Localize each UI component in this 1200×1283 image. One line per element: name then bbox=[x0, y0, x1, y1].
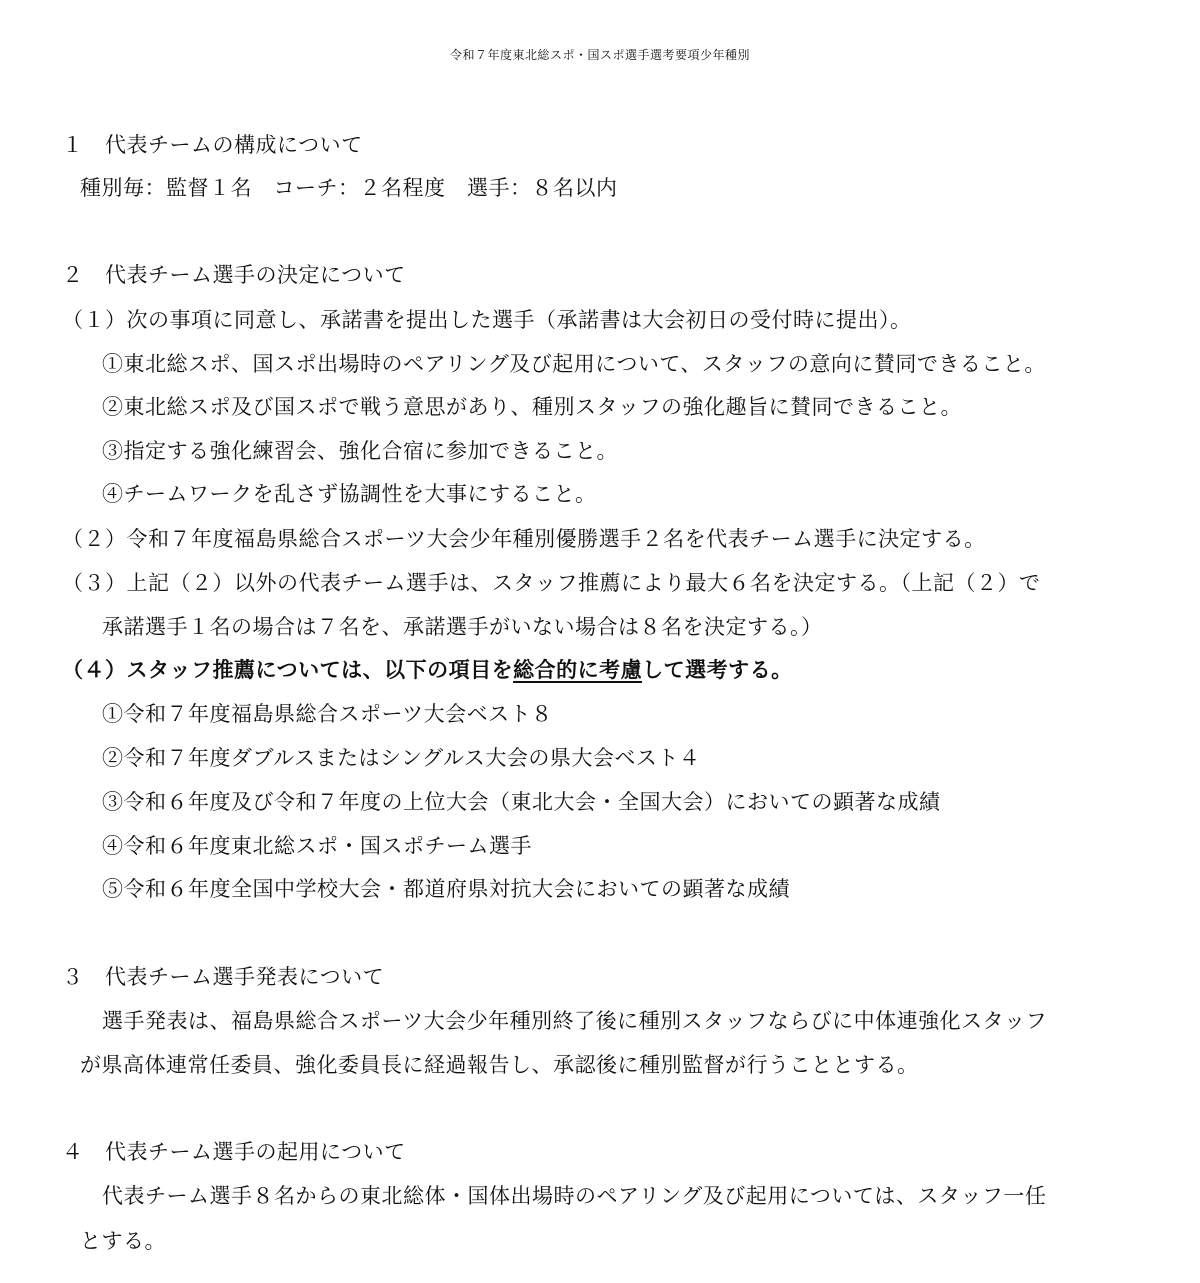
section-2-item-4-sub-3: ③令和６年度及び令和７年度の上位大会（東北大会・全国大会）においての顕著な成績 bbox=[102, 790, 941, 814]
section-4-heading: ４ 代表チーム選手の起用について bbox=[62, 1140, 406, 1164]
document-title: 令和７年度東北総スポ・国スポ選手選考要項少年種別 bbox=[449, 48, 750, 62]
section-4-body-line-1: 代表チーム選手８名からの東北総体・国体出場時のペアリング及び起用については、スタッフ一任 bbox=[102, 1184, 1047, 1208]
section-2-item-1-sub-2: ②東北総スポ及び国スポで戦う意思があり、種別スタッフの強化趣旨に賛同できること。 bbox=[102, 395, 962, 419]
section-4-body-line-2: とする。 bbox=[80, 1229, 166, 1253]
section-2-item-4-emphasis: 総合的に考慮 bbox=[513, 657, 643, 682]
section-2-item-1-sub-1: ①東北総スポ、国スポ出場時のペアリング及び起用について、スタッフの意向に賛同できること。 bbox=[102, 352, 1046, 376]
section-2-item-4-sub-4: ④令和６年度東北総スポ・国スポチーム選手 bbox=[102, 834, 532, 858]
section-2-item-3-line-1: （３）上記（２）以外の代表チーム選手は、スタッフ推薦により最大６名を決定する。（上記（２）で bbox=[62, 571, 1041, 595]
section-1-composition: 種別毎：監督１名 コーチ：２名程度 選手：８名以内 bbox=[80, 176, 618, 200]
section-2-item-4-pre: （４）スタッフ推薦については、以下の項目を bbox=[62, 657, 514, 682]
section-1-heading: １ 代表チームの構成について bbox=[62, 133, 363, 157]
section-2-item-4-sub-1: ①令和７年度福島県総合スポーツ大会ベスト８ bbox=[102, 702, 553, 726]
section-2-item-1-sub-4: ④チームワークを乱さず協調性を大事にすること。 bbox=[102, 482, 597, 506]
section-3-heading: ３ 代表チーム選手発表について bbox=[62, 965, 385, 989]
section-2-heading: ２ 代表チーム選手の決定について bbox=[62, 263, 406, 287]
section-2-item-3-line-2: 承諾選手１名の場合は７名を、承諾選手がいない場合は８名を決定する。） bbox=[102, 615, 823, 639]
section-3-body-line-2: が県高体連常任委員、強化委員長に経過報告し、承認後に種別監督が行うこととする。 bbox=[80, 1053, 919, 1077]
section-3-body-line-1: 選手発表は、福島県総合スポーツ大会少年種別終了後に種別スタッフならびに中体連強化スタッフ bbox=[102, 1009, 1048, 1033]
section-2-item-1: （１）次の事項に同意し、承諾書を提出した選手（承諾書は大会初日の受付時に提出）。 bbox=[62, 308, 912, 332]
section-2-item-4-sub-2: ②令和７年度ダブルスまたはシングルス大会の県大会ベスト４ bbox=[102, 746, 701, 770]
section-2-item-1-sub-3: ③指定する強化練習会、強化合宿に参加できること。 bbox=[102, 439, 618, 463]
section-2-item-2: （２）令和７年度福島県総合スポーツ大会少年種別優勝選手２名を代表チーム選手に決定する。 bbox=[62, 527, 986, 551]
section-2-item-4-sub-5: ⑤令和６年度全国中学校大会・都道府県対抗大会においての顕著な成績 bbox=[102, 877, 790, 901]
section-2-item-4-post: して選考する。 bbox=[642, 657, 793, 682]
section-2-item-4 bbox=[62, 655, 793, 685]
